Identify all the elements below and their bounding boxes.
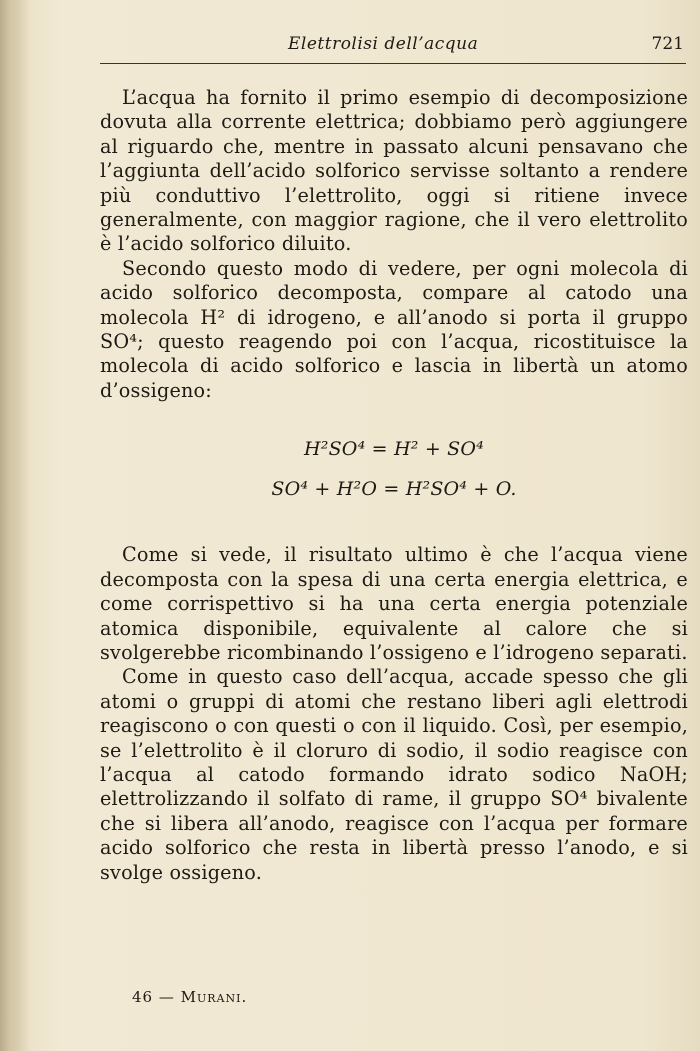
equation-2: SO⁴ + H²O = H²SO⁴ + O. [271, 478, 517, 501]
page-number: 721 [651, 34, 684, 54]
body-text [100, 86, 688, 885]
paragraph-2: Secondo questo modo di vedere, per ogni molecola di acido solforico decomposta, compare al catodo una molecola H² di idrogeno, e all’anodo si porta il gruppo SO⁴; questo reagendo poi con l’acqua, ricostituisce la molecola di acido solforico e lascia in libertà un atomo d’ossigeno: [100, 256, 688, 402]
printer-signature: 46 — Murani. [132, 988, 248, 1006]
running-header [100, 34, 686, 62]
running-title: Elettrolisi dell’acqua [288, 34, 479, 54]
paragraph-3: Come si vede, il risultato ultimo è che l’acqua viene decomposta con la spesa di una certa energia elettrica, e come corrispettivo si ha una certa energia potenziale atomica disponibile, equivalente al calore che si svolgerebbe ricombinando l’ossigeno e l’idrogeno separati. [100, 543, 688, 664]
equation-block [100, 429, 688, 509]
book-spine-shadow [0, 0, 30, 1051]
equation-1: H²SO⁴ = H² + SO⁴ [304, 438, 484, 461]
header-rule [100, 63, 686, 64]
paragraph-1: L’acqua ha fornito il primo esempio di decomposizione dovuta alla corrente elettrica; dobbiamo però aggiungere al riguardo che, mentre in passato alcuni pensavano che l’aggiunta dell’acido solforico servisse soltanto a rendere più conduttivo l’elettrolito, oggi si ritiene invece generalmente, con maggior ragione, che il vero elettrolito è l’acido solforico diluito. [100, 86, 688, 256]
paragraph-4: Come in questo caso dell’acqua, accade spesso che gli atomi o gruppi di atomi che restano liberi agli elettrodi reagiscono o con questi o con il liquido. Così, per esempio, se l’elettrolito è il cloruro di sodio, il sodio reagisce con l’acqua al catodo formando idrato sodico NaOH; elettrolizzando il solfato di rame, il gruppo SO⁴ bivalente che si libera all’anodo, reagisce con l’acqua per formare acido solforico che resta in libertà presso l’anodo, e si svolge ossigeno. [100, 665, 688, 884]
